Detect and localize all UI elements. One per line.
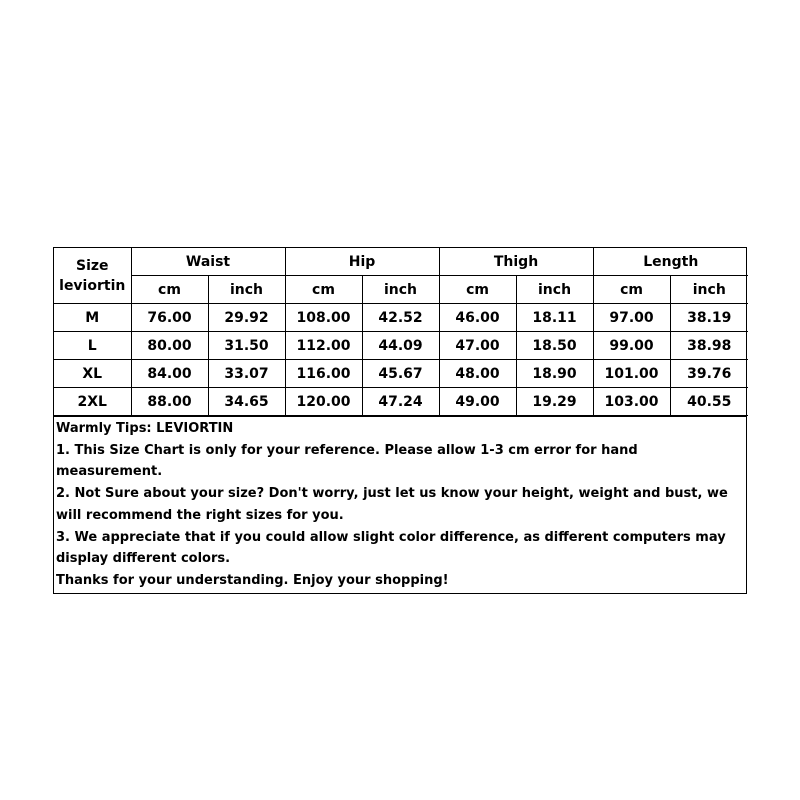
tips-section bbox=[54, 416, 746, 593]
table-cell: 101.00 bbox=[593, 360, 670, 388]
table-cell: 116.00 bbox=[285, 360, 362, 388]
tip-item: 1. This Size Chart is only for your reference. Please allow 1-3 cm error for hand measurement. bbox=[56, 442, 638, 480]
tip-item: 3. We appreciate that if you could allow slight color difference, as different computers may display different colors. bbox=[56, 529, 726, 567]
table-row bbox=[54, 388, 748, 416]
group-header-hip: Hip bbox=[285, 248, 439, 276]
unit-header: cm bbox=[439, 276, 516, 304]
unit-header: inch bbox=[670, 276, 748, 304]
table-cell: 120.00 bbox=[285, 388, 362, 416]
size-cell: 2XL bbox=[54, 388, 131, 416]
table-cell: 18.50 bbox=[516, 332, 593, 360]
tips-heading: Warmly Tips: LEVIORTIN bbox=[56, 421, 234, 436]
unit-header: inch bbox=[516, 276, 593, 304]
unit-header: cm bbox=[285, 276, 362, 304]
group-header-waist: Waist bbox=[131, 248, 285, 276]
size-header-cell bbox=[54, 248, 131, 304]
table-cell: 40.55 bbox=[670, 388, 748, 416]
size-cell: M bbox=[54, 304, 131, 332]
table-cell: 18.90 bbox=[516, 360, 593, 388]
table-cell: 18.11 bbox=[516, 304, 593, 332]
size-cell: L bbox=[54, 332, 131, 360]
table-cell: 31.50 bbox=[208, 332, 285, 360]
unit-header: cm bbox=[593, 276, 670, 304]
table-cell: 112.00 bbox=[285, 332, 362, 360]
tips-closing: Thanks for your understanding. Enjoy your shopping! bbox=[56, 572, 449, 588]
table-cell: 84.00 bbox=[131, 360, 208, 388]
table-cell: 38.98 bbox=[670, 332, 748, 360]
table-cell: 38.19 bbox=[670, 304, 748, 332]
size-table bbox=[54, 248, 748, 416]
table-cell: 97.00 bbox=[593, 304, 670, 332]
table-cell: 88.00 bbox=[131, 388, 208, 416]
table-cell: 34.65 bbox=[208, 388, 285, 416]
brand-label: leviortin bbox=[59, 277, 126, 294]
table-cell: 19.29 bbox=[516, 388, 593, 416]
unit-header: inch bbox=[362, 276, 439, 304]
table-cell: 33.07 bbox=[208, 360, 285, 388]
group-header-row bbox=[54, 248, 748, 276]
size-chart bbox=[53, 247, 747, 594]
table-row bbox=[54, 360, 748, 388]
table-row bbox=[54, 332, 748, 360]
unit-header: inch bbox=[208, 276, 285, 304]
table-cell: 44.09 bbox=[362, 332, 439, 360]
table-cell: 49.00 bbox=[439, 388, 516, 416]
table-row bbox=[54, 304, 748, 332]
table-cell: 45.67 bbox=[362, 360, 439, 388]
unit-header-row bbox=[54, 276, 748, 304]
group-header-length: Length bbox=[593, 248, 748, 276]
table-cell: 103.00 bbox=[593, 388, 670, 416]
table-cell: 80.00 bbox=[131, 332, 208, 360]
table-cell: 76.00 bbox=[131, 304, 208, 332]
size-label: Size bbox=[75, 257, 109, 274]
table-cell: 29.92 bbox=[208, 304, 285, 332]
table-cell: 47.00 bbox=[439, 332, 516, 360]
group-header-thigh: Thigh bbox=[439, 248, 593, 276]
tip-item: 2. Not Sure about your size? Don't worry, just let us know your height, weight and bust, we will recommend the right sizes for you. bbox=[56, 486, 728, 523]
table-cell: 42.52 bbox=[362, 304, 439, 332]
table-cell: 99.00 bbox=[593, 332, 670, 360]
table-cell: 108.00 bbox=[285, 304, 362, 332]
table-cell: 39.76 bbox=[670, 360, 748, 388]
size-cell: XL bbox=[54, 360, 131, 388]
table-cell: 46.00 bbox=[439, 304, 516, 332]
table-cell: 48.00 bbox=[439, 360, 516, 388]
unit-header: cm bbox=[131, 276, 208, 304]
table-cell: 47.24 bbox=[362, 388, 439, 416]
